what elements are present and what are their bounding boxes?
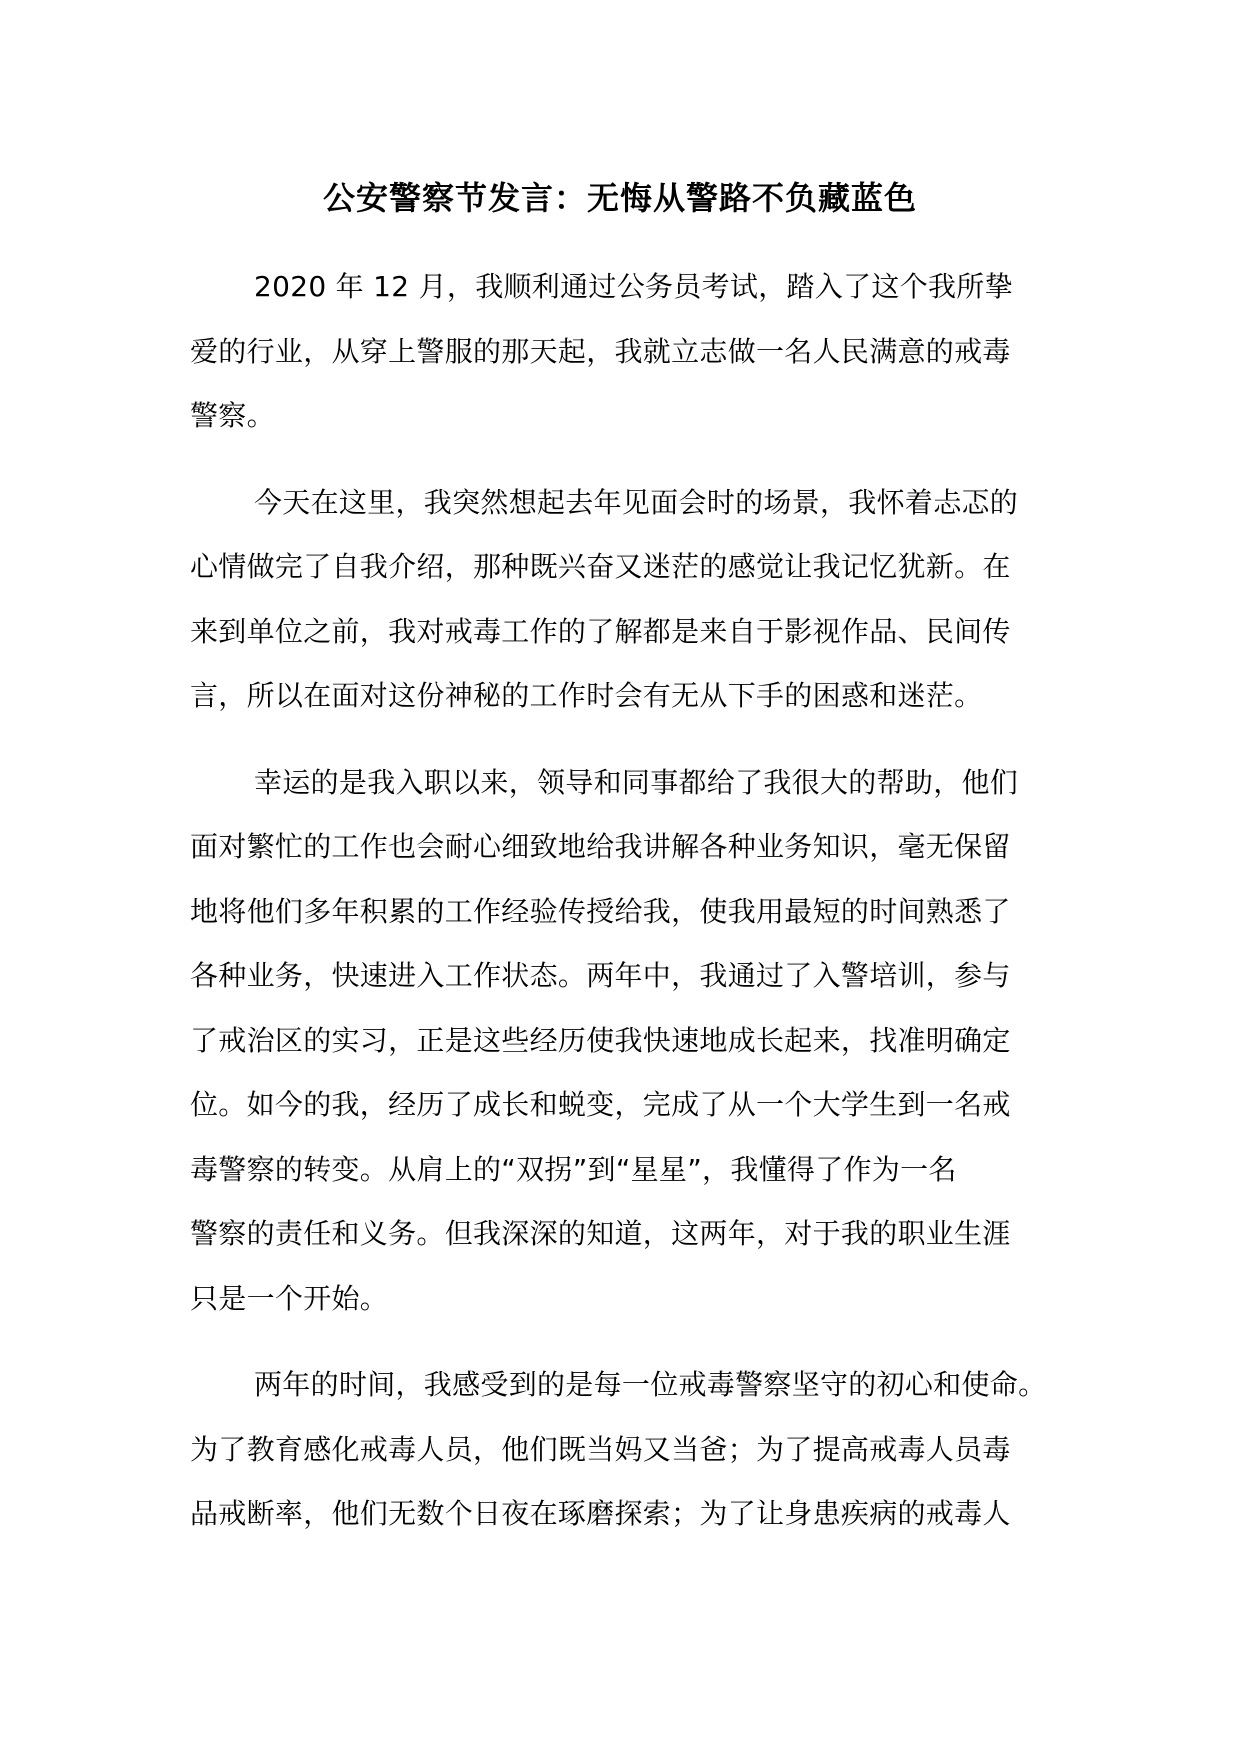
text-line: 地将他们多年积累的工作经验传授给我，使我用最短的时间熟悉了 <box>190 894 1011 928</box>
text-line: 为了教育感化戒毒人员，他们既当妈又当爸；为了提高戒毒人员毒 <box>190 1432 1011 1466</box>
text-line: 爱的行业，从穿上警服的那天起，我就立志做一名人民满意的戒毒 <box>190 334 1011 368</box>
paragraph <box>190 471 1070 729</box>
text-line: 来到单位之前，我对戒毒工作的了解都是来自于影视作品、民间传 <box>190 614 1011 648</box>
text-line: 只是一个开始。 <box>190 1281 389 1315</box>
text-line: 2020 年 12 月，我顺利通过公务员考试，踏入了这个我所挚 <box>254 270 1013 303</box>
text-line: 两年的时间，我感受到的是每一位戒毒警察坚守的初心和使命。 <box>254 1368 1047 1401</box>
text-line: 各种业务，快速进入工作状态。两年中，我通过了入警培训，参与 <box>190 959 1011 992</box>
text-line: 心情做完了自我介绍，那种既兴奋又迷茫的感觉让我记忆犹新。在 <box>190 550 1011 583</box>
text-line: 位。如今的我，经历了成长和蜕变，完成了从一个大学生到一名戒 <box>190 1088 1011 1121</box>
paragraph <box>190 751 1070 1332</box>
document-title: 公安警察节发言：无悔从警路不负藏蓝色 <box>322 179 917 217</box>
text-line: 言，所以在面对这份神秘的工作时会有无从下手的困惑和迷茫。 <box>190 679 983 712</box>
document-body <box>190 255 1070 1569</box>
text-line: 今天在这里，我突然想起去年见面会时的场景，我怀着忐忑的 <box>254 485 1019 519</box>
paragraph <box>190 1353 1070 1547</box>
paragraph <box>190 255 1070 449</box>
text-line: 幸运的是我入职以来，领导和同事都给了我很大的帮助，他们 <box>254 765 1019 799</box>
text-line: 毒警察的转变。从肩上的“双拐”到“星星”，我懂得了作为一名 <box>190 1152 957 1186</box>
text-line: 警察的责任和义务。但我深深的知道，这两年，对于我的职业生涯 <box>190 1217 1011 1250</box>
text-line: 了戒治区的实习，正是这些经历使我快速地成长起来，找准明确定 <box>190 1023 1011 1057</box>
text-line: 品戒断率，他们无数个日夜在琢磨探索；为了让身患疾病的戒毒人 <box>190 1497 1011 1530</box>
text-line: 面对繁忙的工作也会耐心细致地给我讲解各种业务知识，毫无保留 <box>190 830 1011 863</box>
text-line: 警察。 <box>190 399 275 432</box>
